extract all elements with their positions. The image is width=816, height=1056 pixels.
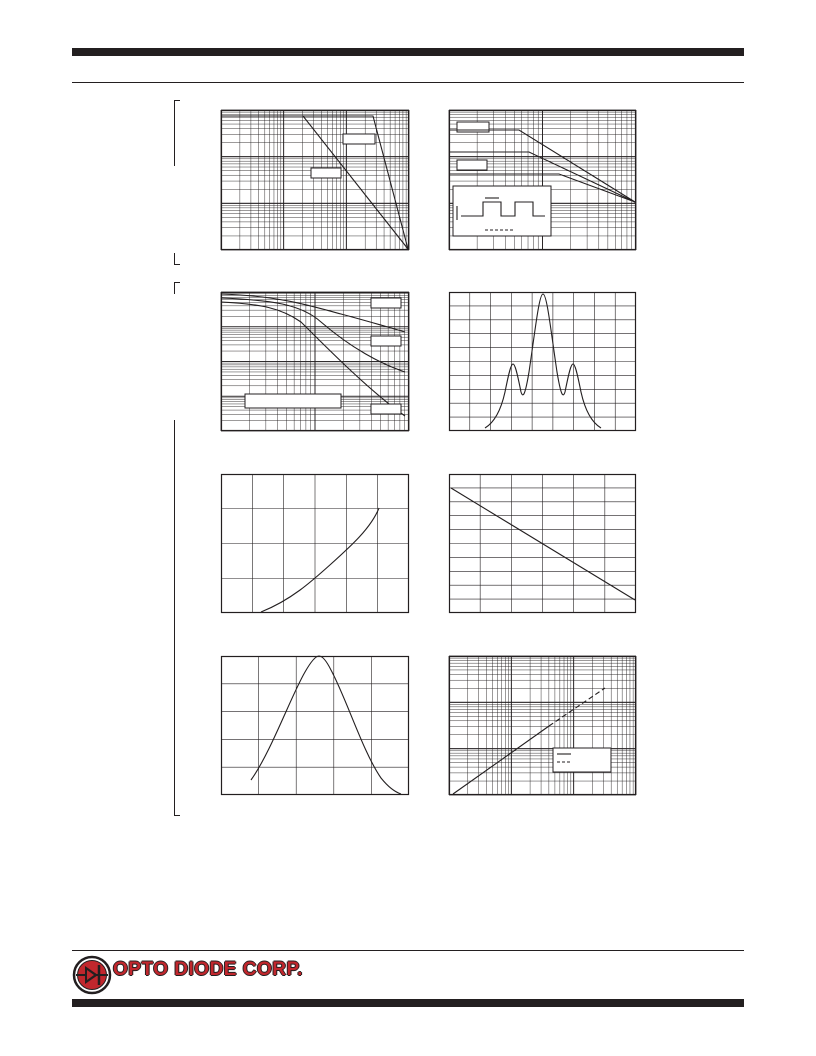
chart-6	[449, 474, 636, 613]
label-box	[371, 298, 401, 308]
bracket-upper	[174, 100, 175, 166]
plot-frame	[450, 657, 636, 795]
label-box	[343, 134, 375, 144]
footer-thin-rule	[72, 950, 744, 951]
pattern-curve	[485, 294, 601, 428]
chart-8	[449, 656, 636, 795]
label-box	[371, 336, 401, 346]
chart-2	[449, 110, 636, 250]
header-thin-rule	[72, 82, 744, 83]
bracket-middle	[174, 282, 175, 294]
diode-logo-icon	[72, 955, 112, 995]
chart-4	[449, 292, 636, 431]
inset-box	[245, 394, 341, 408]
inset-box	[453, 186, 551, 236]
rise-curve	[261, 508, 379, 612]
chart-3	[221, 292, 409, 431]
label-box	[371, 404, 401, 414]
chart-1	[221, 110, 409, 250]
legend-box	[553, 748, 611, 772]
label-box	[311, 168, 341, 178]
footer-thick-rule	[72, 999, 744, 1007]
bracket-upper-end	[174, 253, 175, 265]
curve-a	[221, 116, 408, 249]
chart-7	[221, 656, 409, 795]
plot-frame	[222, 657, 409, 795]
header-thick-rule	[72, 48, 744, 56]
company-logo-text: OPTO DIODE CORP.	[113, 959, 303, 980]
grid	[221, 656, 409, 795]
chart-5	[221, 474, 409, 613]
decline-line	[451, 488, 635, 600]
grid	[449, 656, 636, 795]
label-box	[457, 160, 487, 170]
curve-solid	[453, 726, 549, 794]
grid	[221, 474, 409, 613]
curve-b	[221, 298, 405, 372]
bell-curve	[251, 656, 401, 794]
grid	[449, 292, 636, 431]
bracket-lower	[174, 420, 175, 816]
